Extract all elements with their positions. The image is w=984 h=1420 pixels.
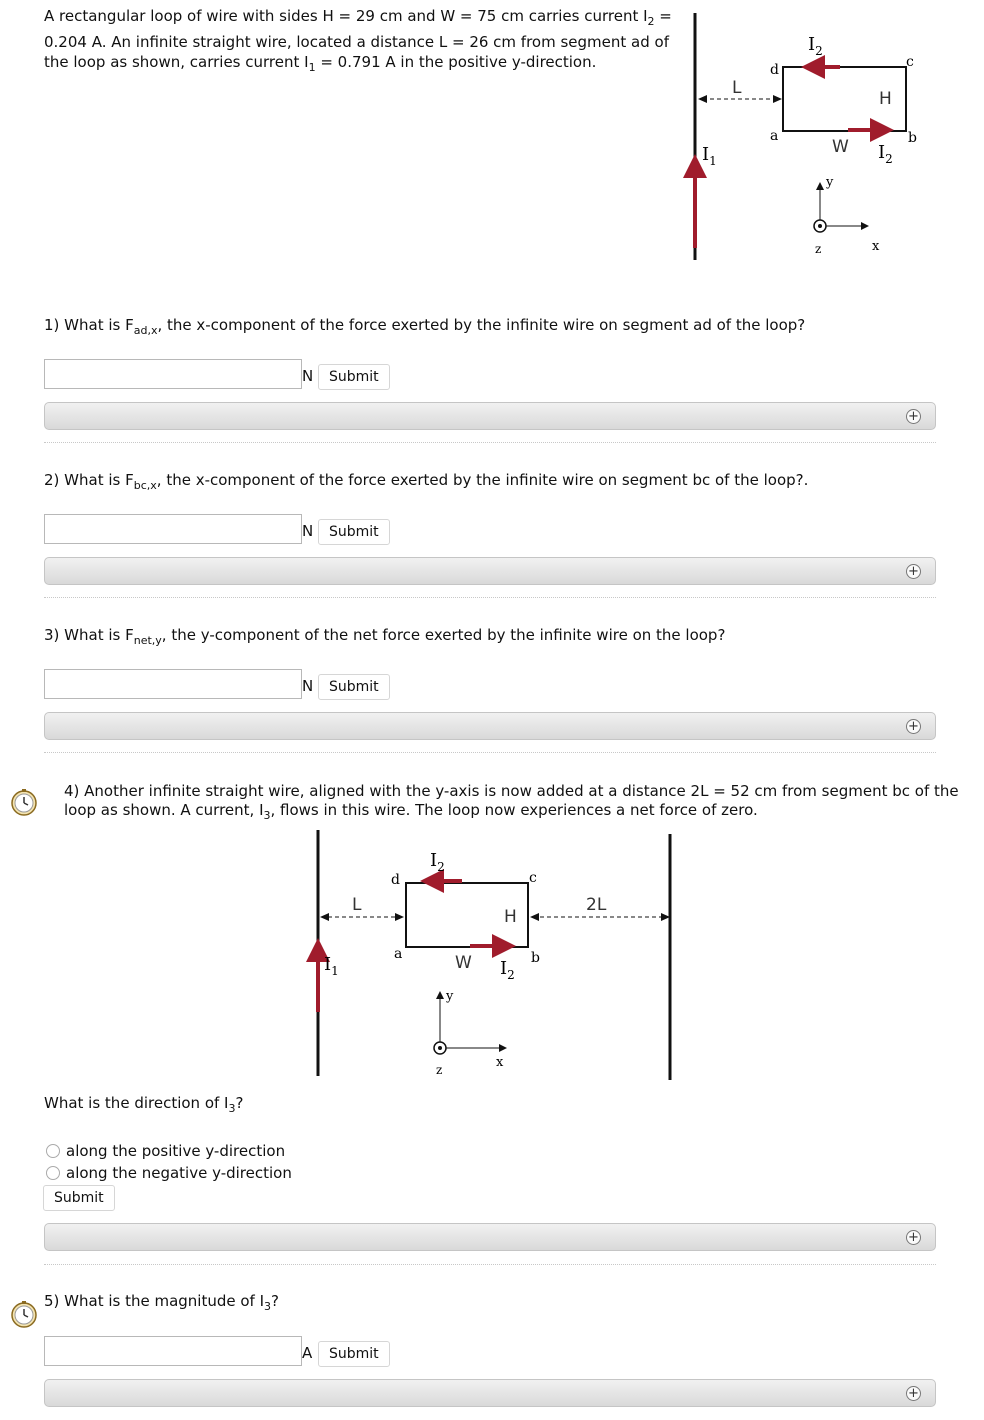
answer-input-2[interactable] <box>44 514 302 544</box>
i2-top-label: $I_2$ <box>430 850 445 874</box>
diagram-two-wires-loop <box>300 828 690 1084</box>
svg-text:a: a <box>770 128 779 144</box>
svg-text:x: x <box>872 239 880 254</box>
svg-text:d: d <box>391 872 400 888</box>
unit-label-5: A <box>302 1344 313 1362</box>
i2-top-label: $I_2$ <box>808 34 823 58</box>
submit-button-1[interactable]: Submit <box>318 364 390 390</box>
h-label: H <box>879 89 892 109</box>
expand-plus-icon[interactable]: + <box>906 1230 921 1245</box>
svg-text:c: c <box>906 54 914 70</box>
l-label: L <box>352 895 362 915</box>
hint-bar-5[interactable] <box>44 1379 936 1407</box>
radio-option-negative[interactable]: along the negative y-direction <box>46 1164 292 1182</box>
i1-label: $I_1$ <box>324 954 339 978</box>
radio-button[interactable] <box>46 1166 60 1180</box>
divider <box>44 1264 936 1265</box>
question-2: 2) What is $F_{bc,x}$, the x-component of the force exerted by the infinite wire on segment bc of the loop?. <box>44 471 809 492</box>
submit-button-2[interactable]: Submit <box>318 519 390 545</box>
question-1: 1) What is $F_{ad,x}$, the x-component of the force exerted by the infinite wire on segment ad of the loop? <box>44 316 806 337</box>
question-4: 4) Another infinite straight wire, aligned with the y-axis is now added at a distance 2L = 52 cm from segment bc of the loop as shown. A current, $I_3$, flows in this wire. The loop now experiences a net force of zero. <box>64 782 959 822</box>
svg-text:c: c <box>529 870 537 886</box>
expand-plus-icon[interactable]: + <box>906 409 921 424</box>
expand-plus-icon[interactable]: + <box>906 1386 921 1401</box>
answer-input-3[interactable] <box>44 669 302 699</box>
h-label: H <box>504 907 517 927</box>
i1-label: $I_1$ <box>702 144 717 168</box>
timer-clock-icon <box>10 788 38 816</box>
coordinate-axes <box>434 989 506 1077</box>
coordinate-axes <box>814 175 880 256</box>
problem-statement: A rectangular loop of wire with sides H = 29 cm and W = 75 cm carries current $I_2 = 0.204$ A. An infinite straight wire, located a distance L = 26 cm from segment ad of the loop as shown, carries current $I_1 = 0.791$ A in the positive y-direction. <box>44 7 672 74</box>
svg-text:a: a <box>394 946 403 962</box>
svg-text:d: d <box>770 62 779 78</box>
divider <box>44 597 936 598</box>
i2-bottom-label: $I_2$ <box>878 142 893 166</box>
diagram-loop-and-wire <box>680 8 920 268</box>
answer-input-5[interactable] <box>44 1336 302 1366</box>
l-label: L <box>732 78 742 98</box>
i2-bottom-label: $I_2$ <box>500 958 515 982</box>
unit-label-3: N <box>302 677 314 695</box>
w-label: W <box>832 137 849 157</box>
hint-bar-3[interactable] <box>44 712 936 740</box>
svg-text:z: z <box>815 242 822 256</box>
submit-button-4[interactable]: Submit <box>43 1185 115 1211</box>
hint-bar-2[interactable] <box>44 557 936 585</box>
svg-text:b: b <box>908 130 917 146</box>
submit-button-5[interactable]: Submit <box>318 1341 390 1367</box>
divider <box>44 442 936 443</box>
divider <box>44 752 936 753</box>
radio-option-positive[interactable]: along the positive y-direction <box>46 1142 285 1160</box>
svg-text:x: x <box>496 1055 504 1070</box>
question-5: 5) What is the magnitude of $I_3$? <box>44 1292 280 1313</box>
two-l-label: 2L <box>586 895 607 915</box>
expand-plus-icon[interactable]: + <box>906 719 921 734</box>
svg-text:y: y <box>826 175 834 190</box>
w-label: W <box>455 953 472 973</box>
svg-text:b: b <box>531 950 540 966</box>
direction-question: What is the direction of $I_3$? <box>44 1094 244 1115</box>
svg-text:y: y <box>446 989 454 1004</box>
hint-bar-1[interactable] <box>44 402 936 430</box>
answer-input-1[interactable] <box>44 359 302 389</box>
svg-text:z: z <box>436 1063 443 1077</box>
submit-button-3[interactable]: Submit <box>318 674 390 700</box>
radio-button[interactable] <box>46 1144 60 1158</box>
unit-label-1: N <box>302 367 314 385</box>
timer-clock-icon <box>10 1300 38 1328</box>
unit-label-2: N <box>302 522 314 540</box>
question-3: 3) What is $F_{net,y}$, the y-component of the net force exerted by the infinite wire on the loop? <box>44 626 726 647</box>
expand-plus-icon[interactable]: + <box>906 564 921 579</box>
hint-bar-4[interactable] <box>44 1223 936 1251</box>
